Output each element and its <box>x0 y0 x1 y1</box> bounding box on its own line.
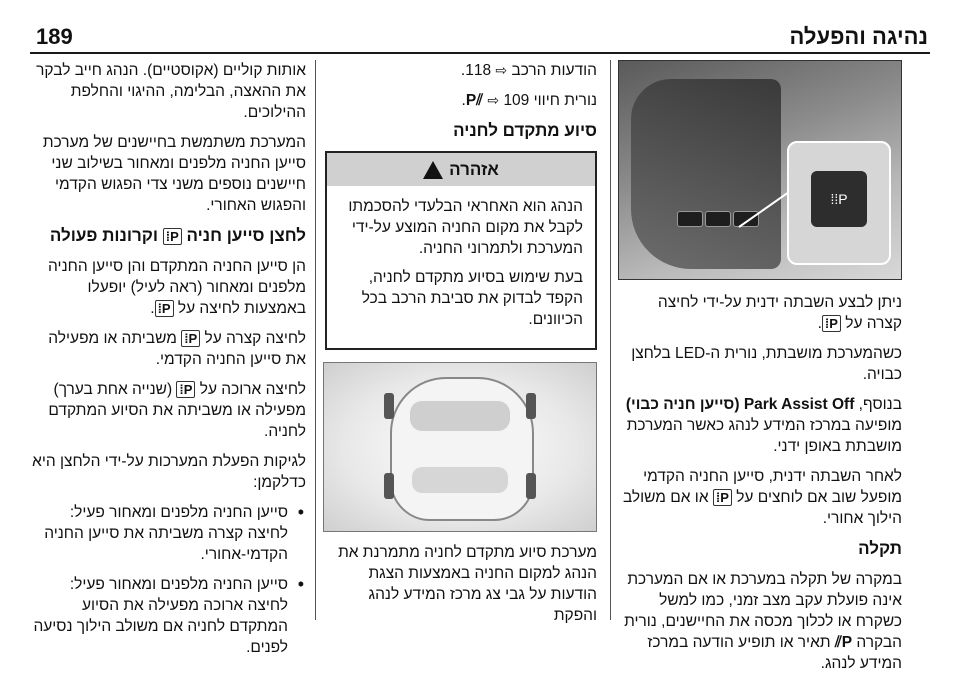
paragraph: ניתן לבצע השבתה ידנית על-ידי לחיצה קצרה על P⁞. <box>657 294 902 332</box>
console-button <box>705 211 731 227</box>
park-assist-icon: P⁞ <box>822 315 841 332</box>
park-assist-icon: P⁞ <box>163 228 182 245</box>
paragraph: בנוסף, Park Assist Off (סייען חניה כבוי) מופיעה במרכז המידע לנהג כאשר המערכת מושבתת באופן ידני. <box>625 396 902 455</box>
park-assist-icon: P⁞ <box>176 381 195 398</box>
paragraph: המערכת משתמשת בחיישנים של מערכת סייען החניה מלפנים ומאחור בשילוב שני חיישנים נוספים משני צדי הפגוש הקדמי והפגוש האחורי. <box>42 134 306 214</box>
park-assist-icon: P⁞ <box>713 489 732 506</box>
left-column <box>30 60 306 668</box>
wheel-shape <box>526 473 536 499</box>
section-heading-button: לחצן סייען חניה P⁞ וקרונות פעולה <box>49 226 306 245</box>
warning-triangle-icon <box>423 161 443 179</box>
dashboard-photo <box>618 60 902 280</box>
reference-arrow-icon: ⇨ <box>495 62 508 78</box>
paragraph: הודעות הרכב ⇨ 118. <box>460 62 597 79</box>
paragraph: לחיצה ארוכה על P⁞ (שנייה אחת בערך) מפעילה או משביתה את הסיוע המתקדם לחניה. <box>48 381 306 440</box>
wheel-shape <box>384 393 394 419</box>
car-body-shape <box>390 377 534 521</box>
paragraph: לגיקות הפעלת המערכות על-ידי הלחצן היא כדלקמן: <box>32 453 306 491</box>
park-assist-icon: P⁞ <box>155 300 174 317</box>
paragraph: במקרה של תקלה במערכת או אם המערכת אינה פועלת עקב מצב זמני, כמו למשל כשקרח או לכלוך מכסה את החיישנים, נורית הבקרה P⫽ תאיר או תופיע הודעה במרכז המידע לנהג. <box>624 571 902 672</box>
paragraph: לחיצה קצרה על P⁞ משביתה או מפעילה את סייען החניה הקדמי. <box>48 330 306 368</box>
button-zoom-inset <box>787 141 891 265</box>
warning-body <box>327 186 595 348</box>
paragraph: אותות קוליים (אקוסטיים). הנהג חייב לבקר את ההאצה, הבלימה, ההיגוי והחלפת ההילוכים. <box>36 62 306 121</box>
running-title: נהיגה והפעלה <box>789 24 928 49</box>
middle-column <box>325 60 597 635</box>
reference-arrow-icon: ⇨ <box>487 92 500 108</box>
wheel-shape <box>526 393 536 419</box>
paragraph: נורית חיווי P⫽ ⇨ 109. <box>461 92 597 109</box>
park-control-light-icon: P⫽ <box>834 634 853 651</box>
paragraph: מערכת סיוע מתקדם לחניה מתמרנת את הנהג למקום החניה באמצעות הצגת הודעות על גבי צג מרכז המידע לנהג והפקת <box>338 544 597 624</box>
column-divider <box>315 60 316 620</box>
bullet-list <box>30 502 306 658</box>
warning-text: הנהג הוא האחראי הבלעדי להסכמתו לקבל את מקום החניה המוצע על-ידי המערכת ולתמרוני החניה. <box>348 198 583 257</box>
warning-text: בעת שימוש בסיוע מתקדם לחניה, הקפד לבדוק את סביבת הרכב בכל הכיוונים. <box>361 269 583 328</box>
wheel-shape <box>384 473 394 499</box>
park-assist-key-icon: P⁞⁞ <box>811 171 867 227</box>
status-message: Park Assist Off (סייען חניה כבוי) <box>625 396 855 413</box>
right-column <box>620 60 902 683</box>
list-item: • סייען החניה מלפנים ומאחור פעיל: לחיצה ארוכה מפעילה את הסיוע המתקדם לחניה אם משולב הילוך נסיעה לפנים. <box>30 574 306 658</box>
warning-box <box>325 151 597 350</box>
paragraph: כשהמערכת מושבתת, נורית ה-LED בלחצן כבויה. <box>631 345 902 383</box>
column-divider <box>610 60 611 620</box>
console-button <box>677 211 703 227</box>
warning-header <box>327 153 595 186</box>
section-heading-fault: תקלה <box>858 539 902 558</box>
center-console-panel <box>631 79 781 269</box>
car-top-view-illustration <box>323 362 597 532</box>
section-heading-advanced-parking: סיוע מתקדם לחניה <box>453 121 597 140</box>
park-assist-icon: P⁞ <box>181 330 200 347</box>
page-header <box>30 22 930 54</box>
paragraph: לאחר השבתה ידנית, סייען החניה הקדמי מופעל שוב אם לוחצים על P⁞ או אם משולב הילוך אחורי. <box>622 468 902 527</box>
page-number: 189 <box>36 24 73 49</box>
park-control-light-icon: P⫽ <box>465 92 484 109</box>
list-item: • סייען החניה מלפנים ומאחור פעיל: לחיצה קצרה משביתה את סייען החניה הקדמי-אחורי. <box>30 502 306 565</box>
warning-title: אזהרה <box>449 160 499 179</box>
paragraph: הן סייען החניה המתקדם והן סייען החניה מלפנים ומאחור (ראה לעיל) יופעלו באמצעות לחיצה על P⁞. <box>48 258 306 317</box>
